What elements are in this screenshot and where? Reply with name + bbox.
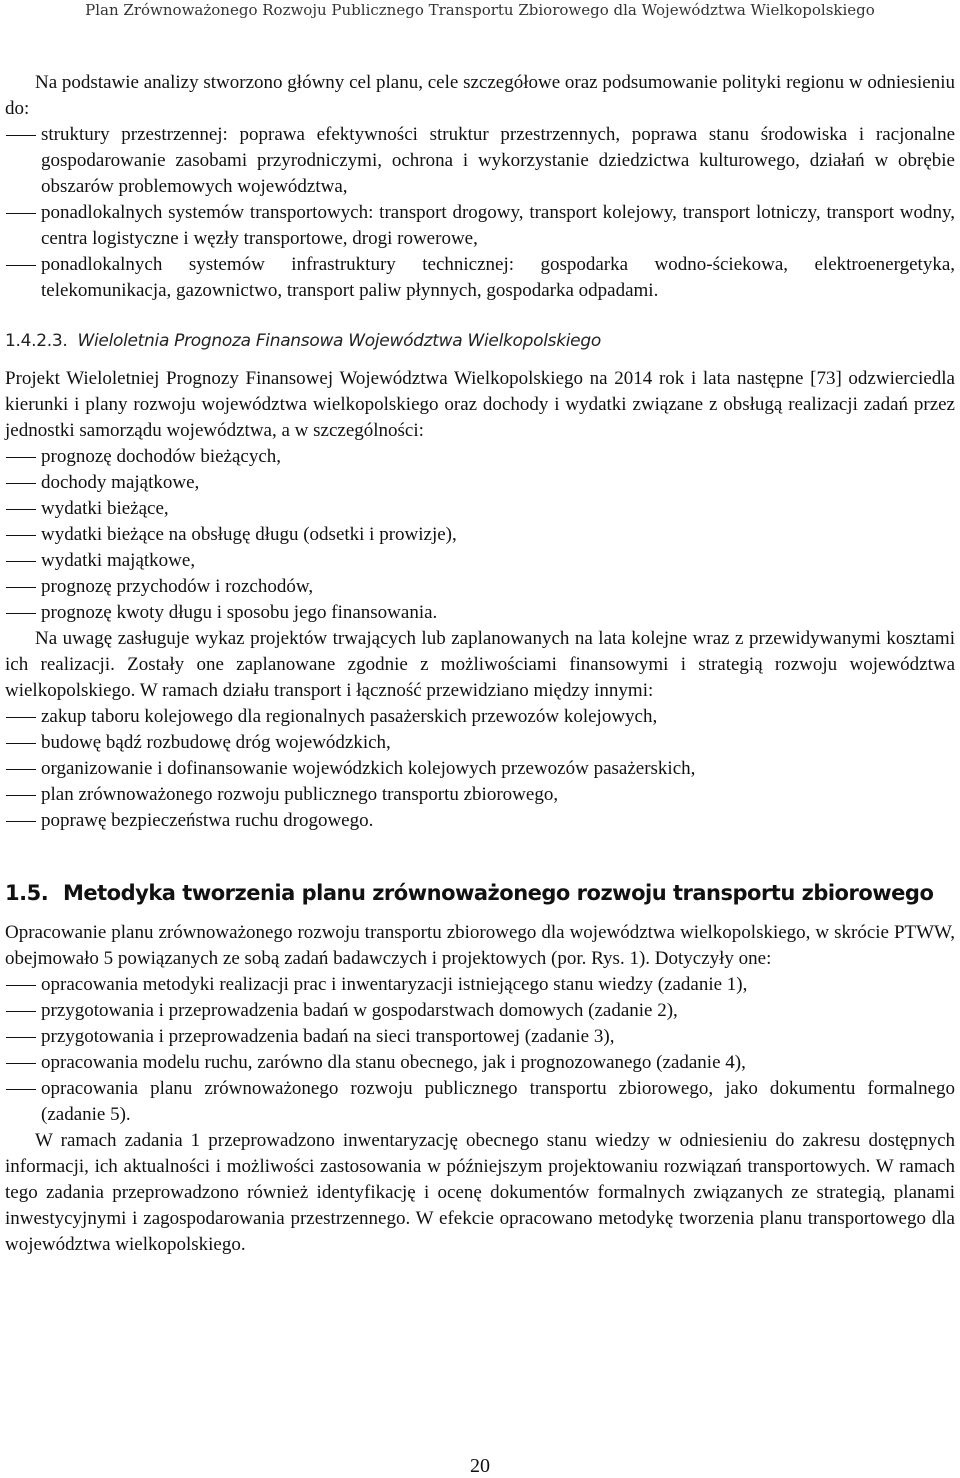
list-item: plan zrównoważonego rozwoju publicznego transportu zbiorowego, xyxy=(5,782,955,808)
wpf-paragraph-1: Projekt Wieloletniej Prognozy Finansowej Województwa Wielkopolskiego na 2014 rok i lata następne [73] odzwierciedla kierunki i plany rozwoju województwa wielkopolskiego oraz dochody i wydatki związane z obsługą realizacji zadań przez jednostki samorządu województwa, a w szczególności: xyxy=(5,368,955,441)
wpf-list-2 xyxy=(5,704,955,834)
page-number: 20 xyxy=(470,1455,490,1477)
list-item: prognozę przychodów i rozchodów, xyxy=(5,574,955,600)
list-item: ponadlokalnych systemów infrastruktury technicznej: gospodarka wodno-ściekowa, elektroenergetyka, telekomunikacja, gazownictwo, transport paliw płynnych, gospodarka odpadami. xyxy=(5,252,955,304)
list-item: dochody majątkowe, xyxy=(5,470,955,496)
list-item: wydatki bieżące, xyxy=(5,496,955,522)
section-number: 1.4.2.3. xyxy=(5,331,68,351)
list-item: struktury przestrzennej: poprawa efektywności struktur przestrzennych, poprawa stanu środowiska i racjonalne gospodarowanie zasobami przyrodniczymi, ochrona i wykorzystanie dziedzictwa kulturowego, działań w obrębie obszarów problemowych województwa, xyxy=(5,122,955,200)
intro-paragraph: Na podstawie analizy stworzono główny cel planu, cele szczegółowe oraz podsumowanie polityki regionu w odniesieniu do: xyxy=(5,72,955,119)
method-paragraph-1: Opracowanie planu zrównoważonego rozwoju transportu zbiorowego dla województwa wielkopolskiego, w skrócie PTWW, obejmowało 5 powiązanych ze sobą zadań badawczych i projektowych (por. Rys. 1). Dotyczyły one: xyxy=(5,922,955,969)
list-item: ponadlokalnych systemów transportowych: transport drogowy, transport kolejowy, transport lotniczy, transport wodny, centra logistyczne i węzły transportowe, drogi rowerowe, xyxy=(5,200,955,252)
section-heading-1423 xyxy=(5,328,955,354)
list-item: organizowanie i dofinansowanie wojewódzkich kolejowych przewozów pasażerskich, xyxy=(5,756,955,782)
list-item: budowę bądź rozbudowę dróg wojewódzkich, xyxy=(5,730,955,756)
wpf-paragraph-2: Na uwagę zasługuje wykaz projektów trwających lub zaplanowanych na lata kolejne wraz z przewidywanymi kosztami ich realizacji. Zostały one zaplanowane zgodnie z możliwościami finansowymi i strategią rozwoju województwa wielkopolskiego. W ramach działu transport i łączność przewidziano między innymi: xyxy=(5,628,955,701)
method-paragraph-2: W ramach zadania 1 przeprowadzono inwentaryzację obecnego stanu wiedzy w odniesieniu do zakresu dostępnych informacji, ich aktualności i możliwości zastosowania w późniejszym projektowaniu rozwiązań transportowych. W ramach tego zadania przeprowadzono również identyfikację i ocenę dokumentów formalnych związanych ze strategią, planami inwestycyjnymi i zagospodarowania przestrzennego. W efekcie opracowano metodykę tworzenia planu transportowego dla województwa wielkopolskiego. xyxy=(5,1130,955,1255)
list-item: opracowania planu zrównoważonego rozwoju publicznego transportu zbiorowego, jako dokumentu formalnego (zadanie 5). xyxy=(5,1076,955,1128)
list-item: prognozę dochodów bieżących, xyxy=(5,444,955,470)
section-number: 1.5. xyxy=(5,881,49,905)
page-body xyxy=(5,70,955,1258)
list-item: poprawę bezpieczeństwa ruchu drogowego. xyxy=(5,808,955,834)
list-item: opracowania metodyki realizacji prac i inwentaryzacji istniejącego stanu wiedzy (zadanie 1), xyxy=(5,972,955,998)
list-item: wydatki majątkowe, xyxy=(5,548,955,574)
list-item: opracowania modelu ruchu, zarówno dla stanu obecnego, jak i prognozowanego (zadanie 4), xyxy=(5,1050,955,1076)
wpf-list-1 xyxy=(5,444,955,626)
method-list xyxy=(5,972,955,1128)
list-item: przygotowania i przeprowadzenia badań na sieci transportowej (zadanie 3), xyxy=(5,1024,955,1050)
list-item: przygotowania i przeprowadzenia badań w gospodarstwach domowych (zadanie 2), xyxy=(5,998,955,1024)
list-item: prognozę kwoty długu i sposobu jego finansowania. xyxy=(5,600,955,626)
running-header: Plan Zrównoważonego Rozwoju Publicznego Transportu Zbiorowego dla Województwa Wielkopolskiego xyxy=(85,1,875,19)
section-title: Metodyka tworzenia planu zrównoważonego rozwoju transportu zbiorowego xyxy=(63,881,934,905)
intro-list xyxy=(5,122,955,304)
list-item: wydatki bieżące na obsługę długu (odsetki i prowizje), xyxy=(5,522,955,548)
section-heading-15 xyxy=(5,880,955,906)
section-title: Wieloletnia Prognoza Finansowa Województwa Wielkopolskiego xyxy=(77,331,601,351)
list-item: zakup taboru kolejowego dla regionalnych pasażerskich przewozów kolejowych, xyxy=(5,704,955,730)
